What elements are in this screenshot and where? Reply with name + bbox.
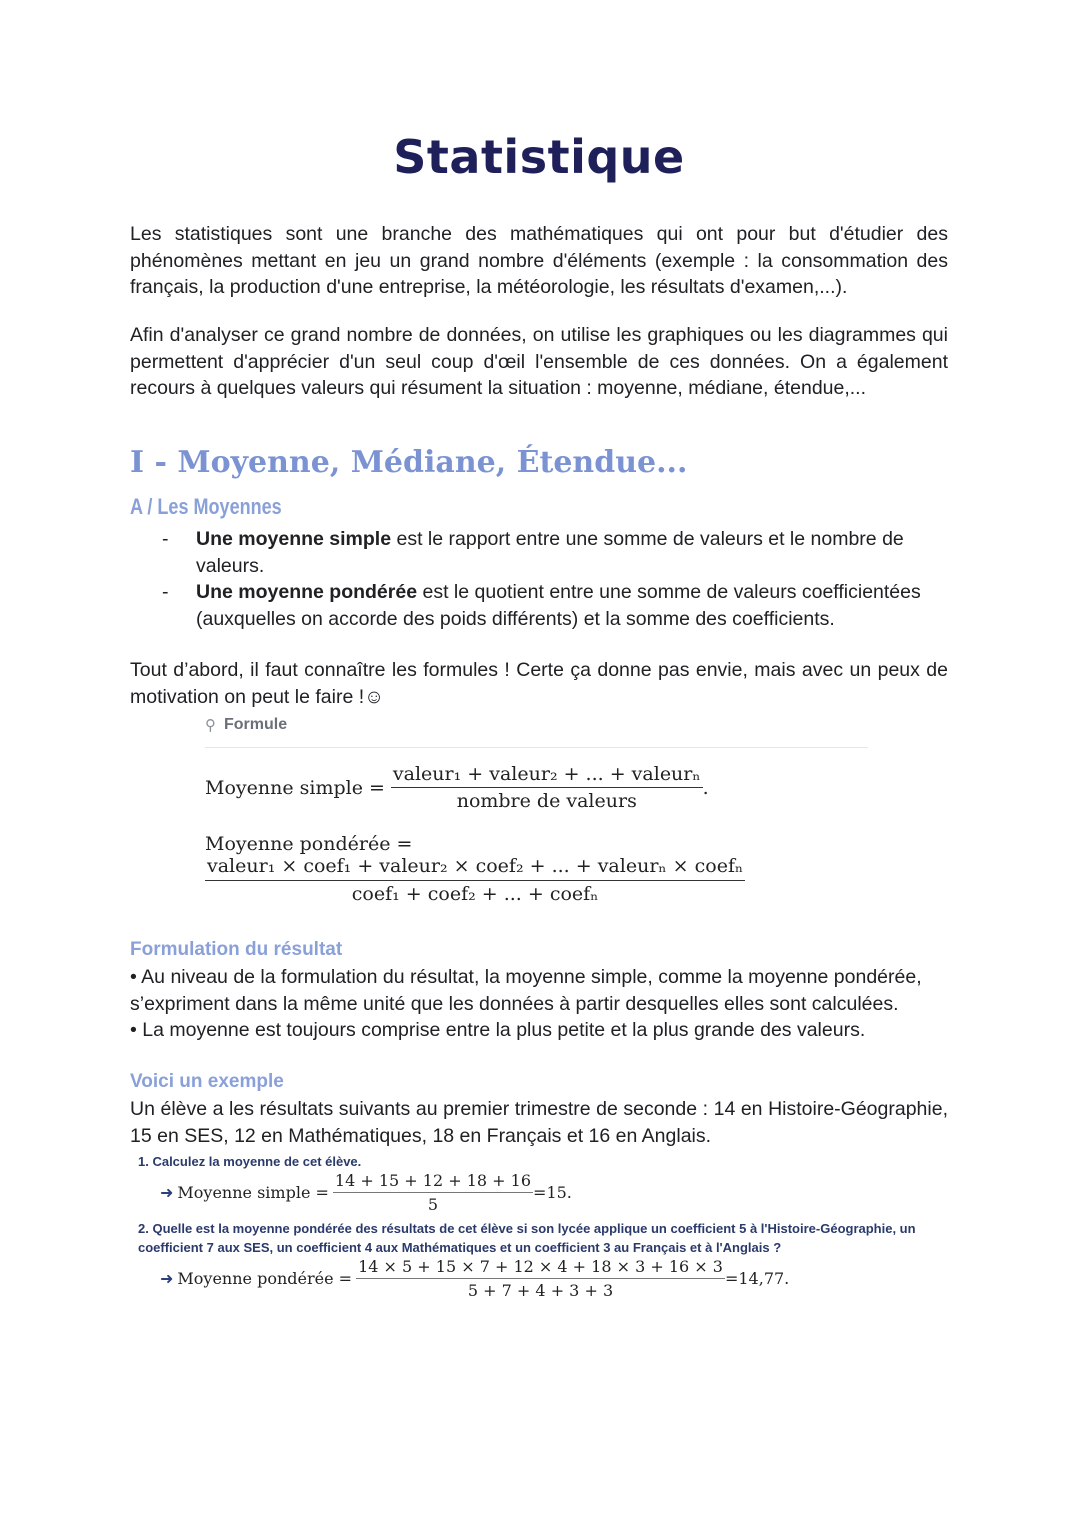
pin-icon: ⚲ xyxy=(205,717,216,734)
page-title: Statistique xyxy=(393,130,685,184)
formulation-line-1: • Au niveau de la formulation du résultat, la moyenne simple, comme la moyenne pondérée, s’expriment dans la même unité que les données à partir desquelles elles sont calculées. xyxy=(130,966,922,1015)
formulation-line-2: • La moyenne est toujours comprise entre la plus petite et la plus grande des valeurs. xyxy=(130,1019,866,1041)
answer-2-numerator: 14 × 5 + 15 × 7 + 12 × 4 + 18 × 3 + 16 × 3 xyxy=(356,1257,725,1279)
definition-list xyxy=(130,526,948,632)
example-text: Un élève a les résultats suivants au premier trimestre de seconde : 14 en Histoire-Géographie, 15 en SES, 12 en Mathématiques, 18 en Français et 16 en Anglais. xyxy=(130,1098,948,1147)
formula-label-row xyxy=(205,716,868,734)
formula-divider xyxy=(205,747,868,748)
question-1: 1. Calculez la moyenne de cet élève. xyxy=(138,1154,362,1169)
answer-1-fraction xyxy=(333,1171,533,1214)
list-item xyxy=(130,579,948,632)
answer-2-fraction xyxy=(356,1257,725,1300)
answer-2-lhs: Moyenne pondérée = xyxy=(177,1269,353,1288)
answer-1-lhs: Moyenne simple = xyxy=(177,1183,329,1202)
intro-paragraph-1: Les statistiques sont une branche des mathématiques qui ont pour but d'étudier des phénomènes mettant en jeu un grand nombre d'éléments (exemple : la consommation des français, la production d'une entreprise, la météorologie, les résultats d'examen,...). xyxy=(130,223,948,298)
weighted-mean-lhs: Moyenne pondérée = xyxy=(205,833,413,855)
subsection-heading: A / Les Moyennes xyxy=(130,494,282,519)
arrow-right-icon: ➜ xyxy=(160,1183,174,1202)
simple-mean-numerator: valeur₁ + valeur₂ + ... + valeurₙ xyxy=(391,763,703,788)
answer-1-result: =15. xyxy=(533,1183,572,1202)
formula-label: Formule xyxy=(224,716,288,733)
definition-simple-mean: est le rapport entre une somme de valeurs et le nombre de valeurs. xyxy=(196,528,904,577)
intro-paragraph-2: Afin d'analyser ce grand nombre de données, on utilise les graphiques ou les diagrammes qui permettent d'apprécier d'un seul coup d'œil l'ensemble de ces données. On a également recours à quelques valeurs qui résument la situation : moyenne, médiane, étendue,... xyxy=(130,324,948,399)
list-item xyxy=(130,526,948,579)
motivation-paragraph: Tout d’abord, il faut connaître les formules ! Certe ça donne pas envie, mais avec un peux de motivation on peut le faire !☺ xyxy=(130,659,948,708)
answer-1-numerator: 14 + 15 + 12 + 18 + 16 xyxy=(333,1171,533,1193)
simple-mean-lhs: Moyenne simple = xyxy=(205,776,385,799)
answer-1-formula xyxy=(160,1171,572,1214)
answer-2-denominator: 5 + 7 + 4 + 3 + 3 xyxy=(467,1281,614,1300)
bullet-dash: - xyxy=(162,528,169,550)
weighted-mean-formula xyxy=(205,855,745,905)
simple-mean-formula xyxy=(205,763,709,812)
simple-mean-denominator: nombre de valeurs xyxy=(456,790,637,812)
question-2: 2. Quelle est la moyenne pondérée des résultats de cet élève si son lycée applique un coefficient 5 à l'Histoire-Géographie, un coefficient 7 aux SES, un coefficient 4 aux Mathématiques et un coefficient 3 au Français et à l'Anglais ? xyxy=(138,1221,916,1255)
term-simple-mean: Une moyenne simple xyxy=(196,528,392,550)
weighted-mean-numerator: valeur₁ × coef₁ + valeur₂ × coef₂ + ... + valeurₙ × coefₙ xyxy=(205,855,745,881)
answer-2-formula xyxy=(160,1257,789,1300)
simple-mean-end: . xyxy=(702,776,709,799)
weighted-mean-fraction xyxy=(205,855,745,905)
formula-callout xyxy=(205,716,868,734)
answer-1-denominator: 5 xyxy=(427,1195,439,1214)
example-heading: Voici un exemple xyxy=(130,1071,284,1092)
arrow-right-icon: ➜ xyxy=(160,1269,174,1288)
answer-2-result: =14,77. xyxy=(724,1269,790,1288)
section-heading: I - Moyenne, Médiane, Étendue... xyxy=(130,445,688,480)
formulation-heading: Formulation du résultat xyxy=(130,939,343,960)
weighted-mean-denominator: coef₁ + coef₂ + ... + coefₙ xyxy=(351,883,599,905)
term-weighted-mean: Une moyenne pondérée xyxy=(196,581,418,603)
definition-weighted-mean: est le quotient entre une somme de valeurs coefficientées (auxquelles on accorde des poids différents) et la somme des coefficients. xyxy=(196,581,921,630)
bullet-dash: - xyxy=(162,581,169,603)
simple-mean-fraction xyxy=(391,763,703,812)
